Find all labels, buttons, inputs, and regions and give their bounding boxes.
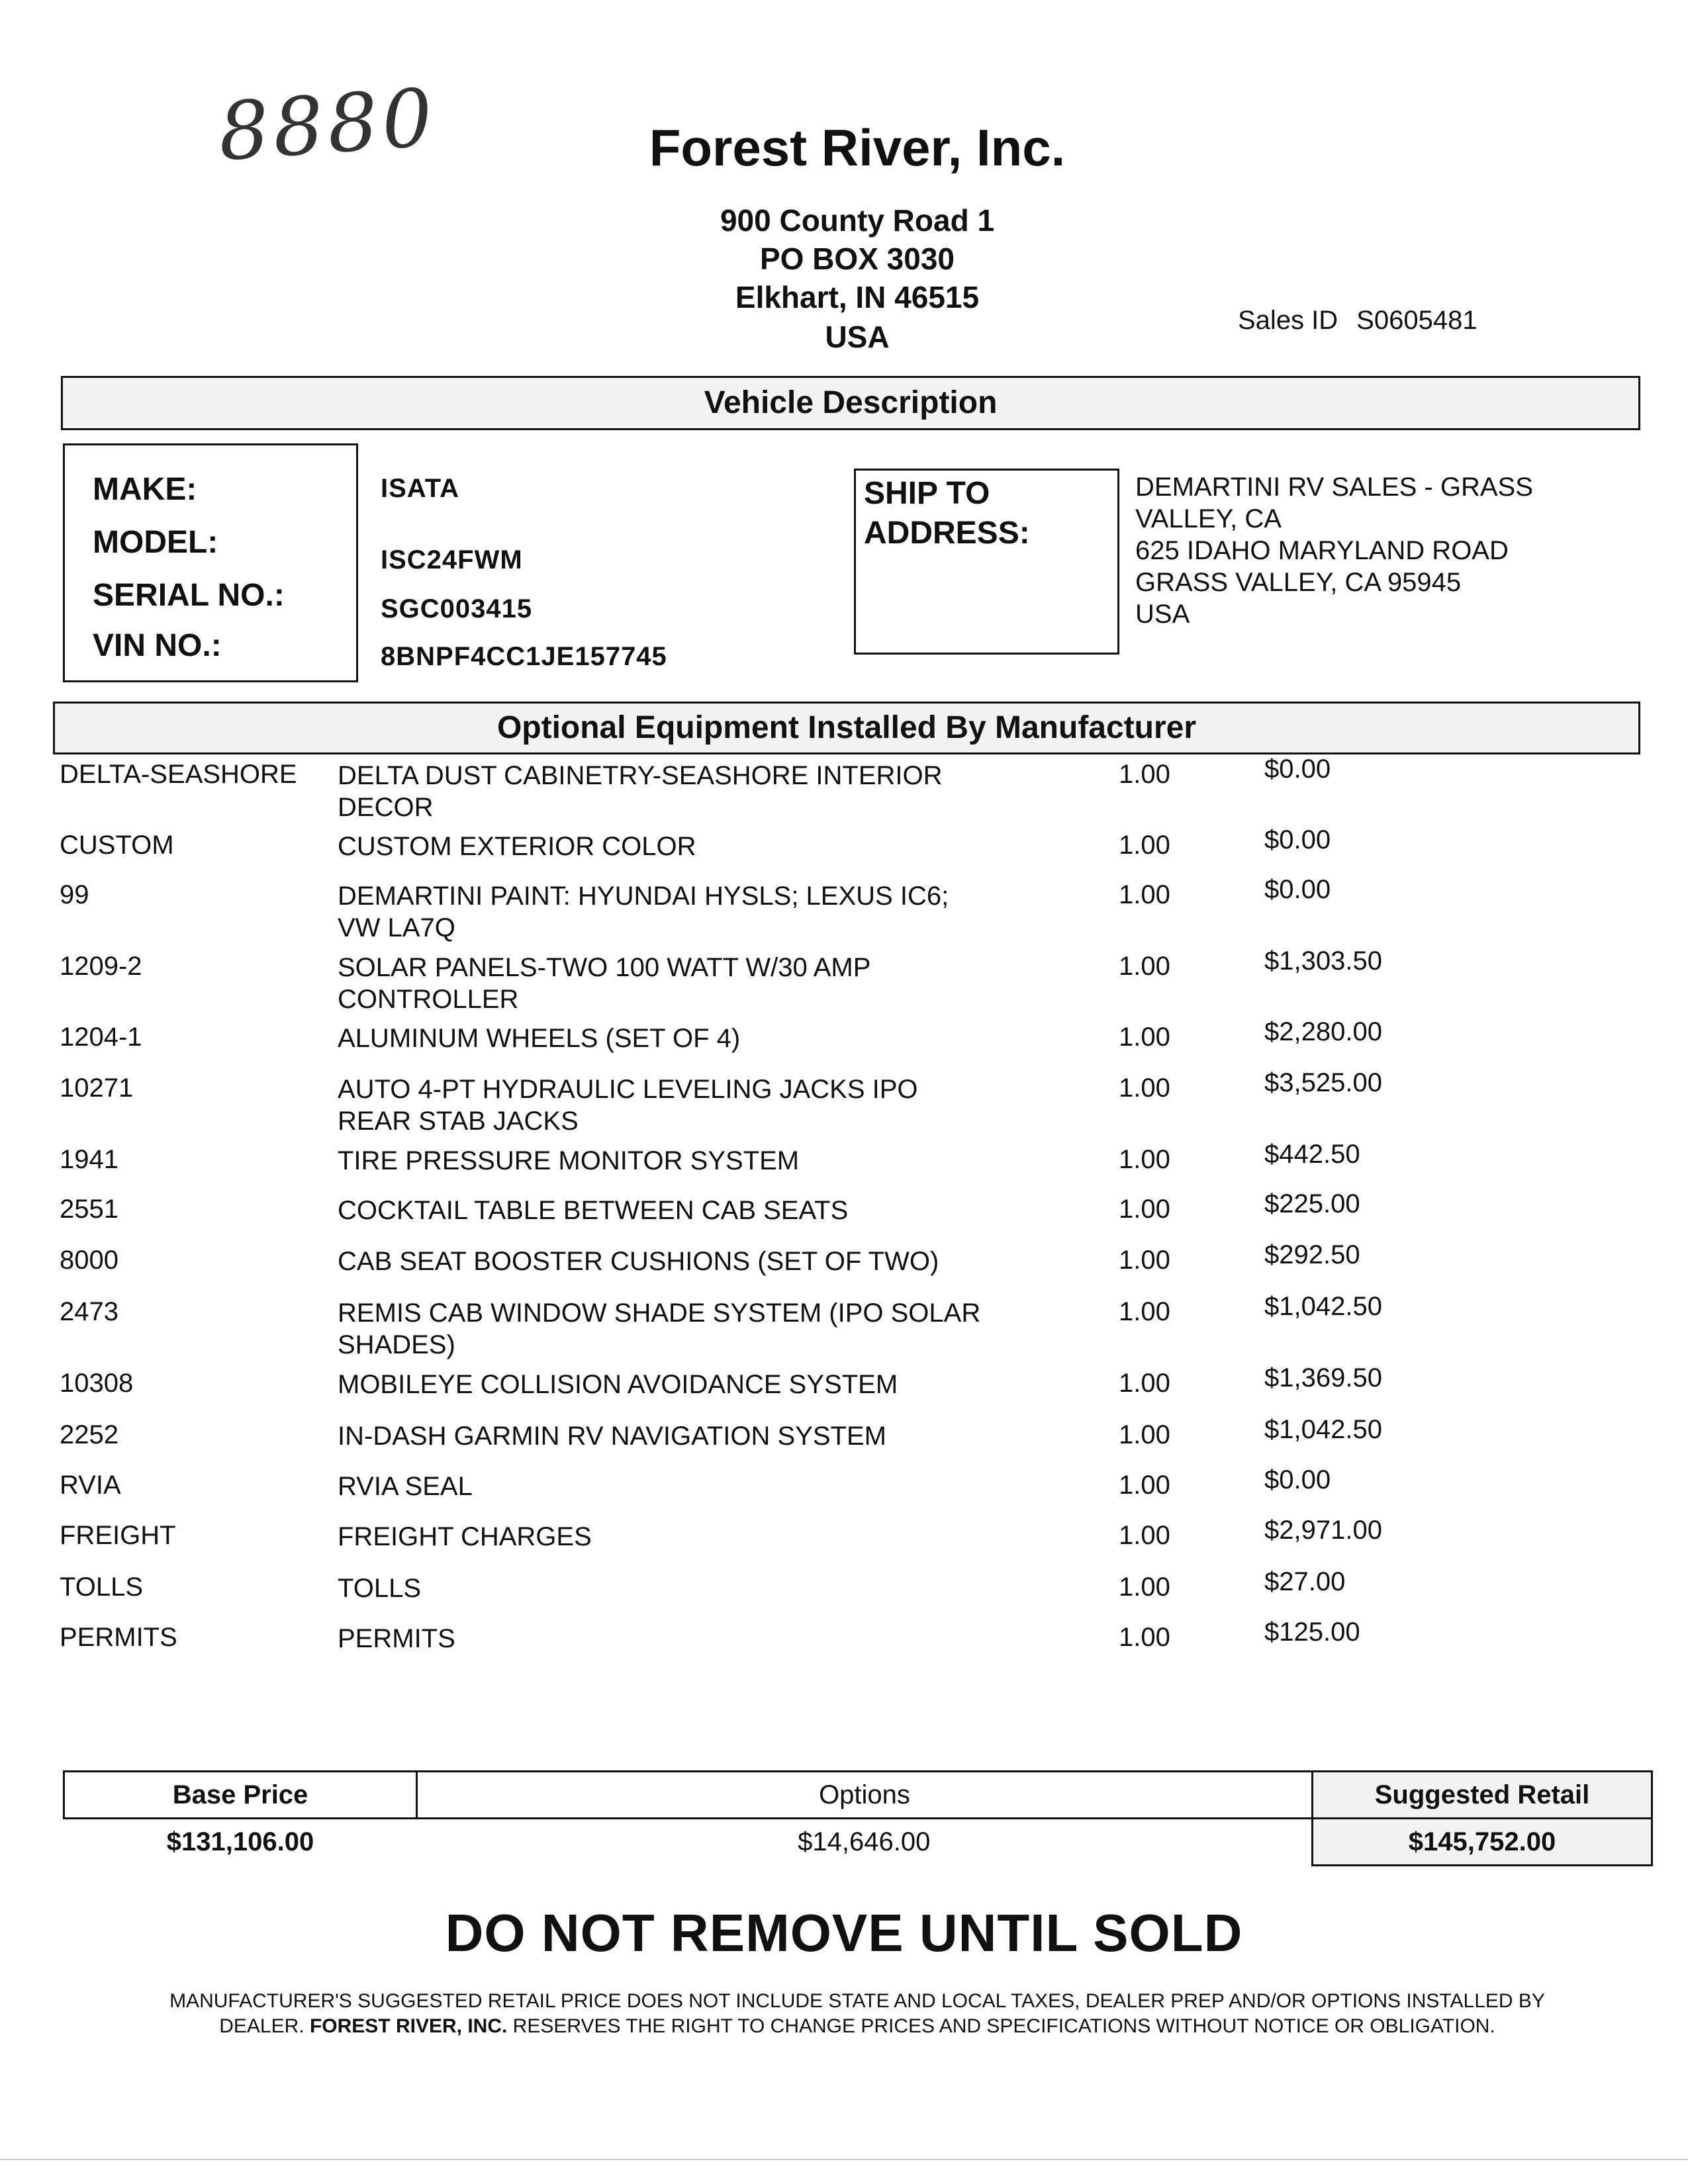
option-code: 1204-1	[60, 1023, 142, 1052]
option-quantity: 1.00	[1119, 1073, 1170, 1103]
option-code: 2252	[60, 1420, 118, 1449]
option-price: $1,303.50	[1264, 946, 1382, 976]
option-price: $0.00	[1264, 754, 1331, 784]
option-price: $2,280.00	[1264, 1017, 1382, 1046]
option-description-line-1: SOLAR PANELS-TWO 100 WATT W/30 AMP	[338, 953, 871, 982]
option-description	[338, 1023, 1066, 1054]
option-quantity: 1.00	[1119, 1195, 1170, 1224]
option-quantity: 1.00	[1119, 952, 1170, 981]
suggested-retail-label: Suggested Retail	[1313, 1772, 1652, 1819]
suggested-retail-value: $145,752.00	[1313, 1819, 1652, 1866]
option-price: $442.50	[1264, 1140, 1360, 1169]
option-description-line-1: IN-DASH GARMIN RV NAVIGATION SYSTEM	[338, 1422, 886, 1451]
option-description-line-1: COCKTAIL TABLE BETWEEN CAB SEATS	[338, 1196, 849, 1225]
option-description-line-1: ALUMINUM WHEELS (SET OF 4)	[338, 1024, 741, 1053]
option-description-line-1: DEMARTINI PAINT: HYUNDAI HYSLS; LEXUS IC6;	[338, 882, 949, 911]
option-description	[338, 760, 1066, 823]
option-quantity: 1.00	[1119, 1369, 1170, 1398]
option-code: RVIA	[60, 1471, 121, 1500]
company-address-line-1: 900 County Road 1	[720, 203, 995, 238]
options-total-value: $14,646.00	[798, 1827, 931, 1857]
option-description-line-1: REMIS CAB WINDOW SHADE SYSTEM (IPO SOLAR	[338, 1298, 981, 1328]
option-quantity: 1.00	[1119, 831, 1170, 860]
option-description	[338, 1369, 1066, 1400]
optional-equipment-banner: Optional Equipment Installed By Manufacturer	[53, 702, 1640, 754]
option-price: $125.00	[1264, 1617, 1360, 1647]
option-description-line-2: DECOR	[338, 793, 434, 822]
option-quantity: 1.00	[1119, 1521, 1170, 1550]
vin-label: VIN NO.:	[93, 628, 222, 663]
option-description	[338, 831, 1066, 862]
option-price: $0.00	[1264, 1465, 1331, 1494]
disclaimer	[86, 1989, 1628, 2039]
option-description	[338, 1073, 1066, 1137]
ship-to-line-3: 625 IDAHO MARYLAND ROAD	[1135, 536, 1509, 565]
disclaimer-line-2: DEALER. FOREST RIVER, INC. RESERVES THE RIGHT TO CHANGE PRICES AND SPECIFICATIONS WITHOUT NOTICE OR OBLIGATION.	[219, 2015, 1495, 2037]
option-description-line-1: PERMITS	[338, 1624, 455, 1653]
option-description-line-2: VW LA7Q	[338, 913, 455, 942]
do-not-remove-notice: DO NOT REMOVE UNTIL SOLD	[445, 1903, 1243, 1962]
page-bottom-rule	[0, 2159, 1688, 2160]
option-description-line-1: CUSTOM EXTERIOR COLOR	[338, 832, 696, 861]
model-label: MODEL:	[93, 525, 218, 560]
option-description-line-2: REAR STAB JACKS	[338, 1107, 579, 1136]
option-price: $1,369.50	[1264, 1363, 1382, 1392]
option-code: 2473	[60, 1297, 118, 1326]
ship-to-label-line1: SHIP TO	[864, 476, 990, 511]
option-description	[338, 1572, 1066, 1604]
option-code: PERMITS	[60, 1623, 177, 1652]
option-price: $0.00	[1264, 825, 1331, 854]
ship-to-address	[1135, 471, 1533, 630]
company-address-line-3: Elkhart, IN 46515	[735, 280, 980, 314]
option-description-line-1: RVIA SEAL	[338, 1472, 473, 1501]
company-address-line-4: USA	[825, 320, 890, 354]
model-value: ISC24FWM	[381, 545, 523, 574]
option-description-line-1: DELTA DUST CABINETRY-SEASHORE INTERIOR	[338, 761, 943, 790]
sales-id-value: S0605481	[1356, 306, 1477, 335]
option-description-line-1: MOBILEYE COLLISION AVOIDANCE SYSTEM	[338, 1370, 898, 1399]
option-quantity: 1.00	[1119, 880, 1170, 909]
option-price: $3,525.00	[1264, 1068, 1382, 1097]
option-description	[338, 952, 1066, 1015]
company-name: Forest River, Inc.	[649, 118, 1066, 177]
serial-value: SGC003415	[381, 594, 533, 623]
option-description-line-1: TOLLS	[338, 1574, 421, 1603]
option-code: 1209-2	[60, 952, 142, 981]
option-code: CUSTOM	[60, 831, 174, 860]
option-quantity: 1.00	[1119, 1145, 1170, 1174]
option-code: 8000	[60, 1246, 118, 1275]
option-description	[338, 1195, 1066, 1226]
option-description	[338, 1246, 1066, 1277]
sales-id-label: Sales ID	[1238, 306, 1338, 335]
option-description	[338, 880, 1066, 944]
handwritten-stock-number: 8880	[215, 71, 440, 179]
option-price: $0.00	[1264, 875, 1331, 904]
company-address-line-2: PO BOX 3030	[759, 242, 955, 276]
option-quantity: 1.00	[1119, 1297, 1170, 1326]
price-summary-table	[63, 1770, 1653, 1866]
ship-to-line-1: DEMARTINI RV SALES - GRASS	[1135, 473, 1533, 502]
sales-id	[1238, 306, 1477, 336]
option-quantity: 1.00	[1119, 1623, 1170, 1652]
option-description-line-2: SHADES)	[338, 1330, 455, 1359]
option-description-line-2: CONTROLLER	[338, 985, 519, 1014]
option-price: $225.00	[1264, 1189, 1360, 1218]
option-quantity: 1.00	[1119, 1023, 1170, 1052]
option-price: $292.50	[1264, 1240, 1360, 1269]
option-description	[338, 1297, 1066, 1361]
vehicle-description-banner: Vehicle Description	[61, 376, 1640, 430]
disclaimer-line-1: MANUFACTURER'S SUGGESTED RETAIL PRICE DOES NOT INCLUDE STATE AND LOCAL TAXES, DEALER PREP AND/OR OPTIONS INSTALLED BY	[169, 1990, 1545, 2012]
option-price: $2,971.00	[1264, 1516, 1382, 1545]
option-price: $1,042.50	[1264, 1292, 1382, 1321]
option-code: 1941	[60, 1145, 118, 1174]
option-price: $1,042.50	[1264, 1415, 1382, 1444]
option-description	[338, 1623, 1066, 1655]
option-price: $27.00	[1264, 1567, 1346, 1596]
option-description	[338, 1420, 1066, 1452]
option-description-line-1: FREIGHT CHARGES	[338, 1522, 592, 1551]
make-value: ISATA	[381, 474, 460, 503]
serial-label: SERIAL NO.:	[93, 578, 285, 613]
option-description	[338, 1471, 1066, 1502]
option-description	[338, 1521, 1066, 1553]
option-description-line-1: AUTO 4-PT HYDRAULIC LEVELING JACKS IPO	[338, 1075, 918, 1104]
options-label: Options	[417, 1772, 1313, 1819]
option-code: 99	[60, 880, 89, 909]
base-price-value: $131,106.00	[166, 1827, 314, 1857]
option-code: 2551	[60, 1195, 118, 1224]
option-quantity: 1.00	[1119, 1420, 1170, 1449]
option-code: DELTA-SEASHORE	[60, 760, 297, 789]
option-code: 10271	[60, 1073, 134, 1103]
option-description-line-1: CAB SEAT BOOSTER CUSHIONS (SET OF TWO)	[338, 1247, 939, 1276]
option-code: TOLLS	[60, 1572, 143, 1602]
option-code: 10308	[60, 1369, 134, 1398]
option-quantity: 1.00	[1119, 1246, 1170, 1275]
option-quantity: 1.00	[1119, 760, 1170, 789]
ship-to-line-4: GRASS VALLEY, CA 95945	[1135, 568, 1462, 597]
base-price-label: Base Price	[64, 1772, 417, 1819]
option-quantity: 1.00	[1119, 1471, 1170, 1500]
ship-to-line-5: USA	[1135, 600, 1190, 629]
option-quantity: 1.00	[1119, 1572, 1170, 1602]
make-label: MAKE:	[93, 472, 197, 507]
option-description-line-1: TIRE PRESSURE MONITOR SYSTEM	[338, 1146, 800, 1175]
ship-to-line-2: VALLEY, CA	[1135, 504, 1282, 533]
ship-to-label-line2: ADDRESS:	[864, 516, 1030, 551]
vin-value: 8BNPF4CC1JE157745	[381, 642, 667, 671]
option-description	[338, 1145, 1066, 1177]
option-code: FREIGHT	[60, 1521, 176, 1550]
